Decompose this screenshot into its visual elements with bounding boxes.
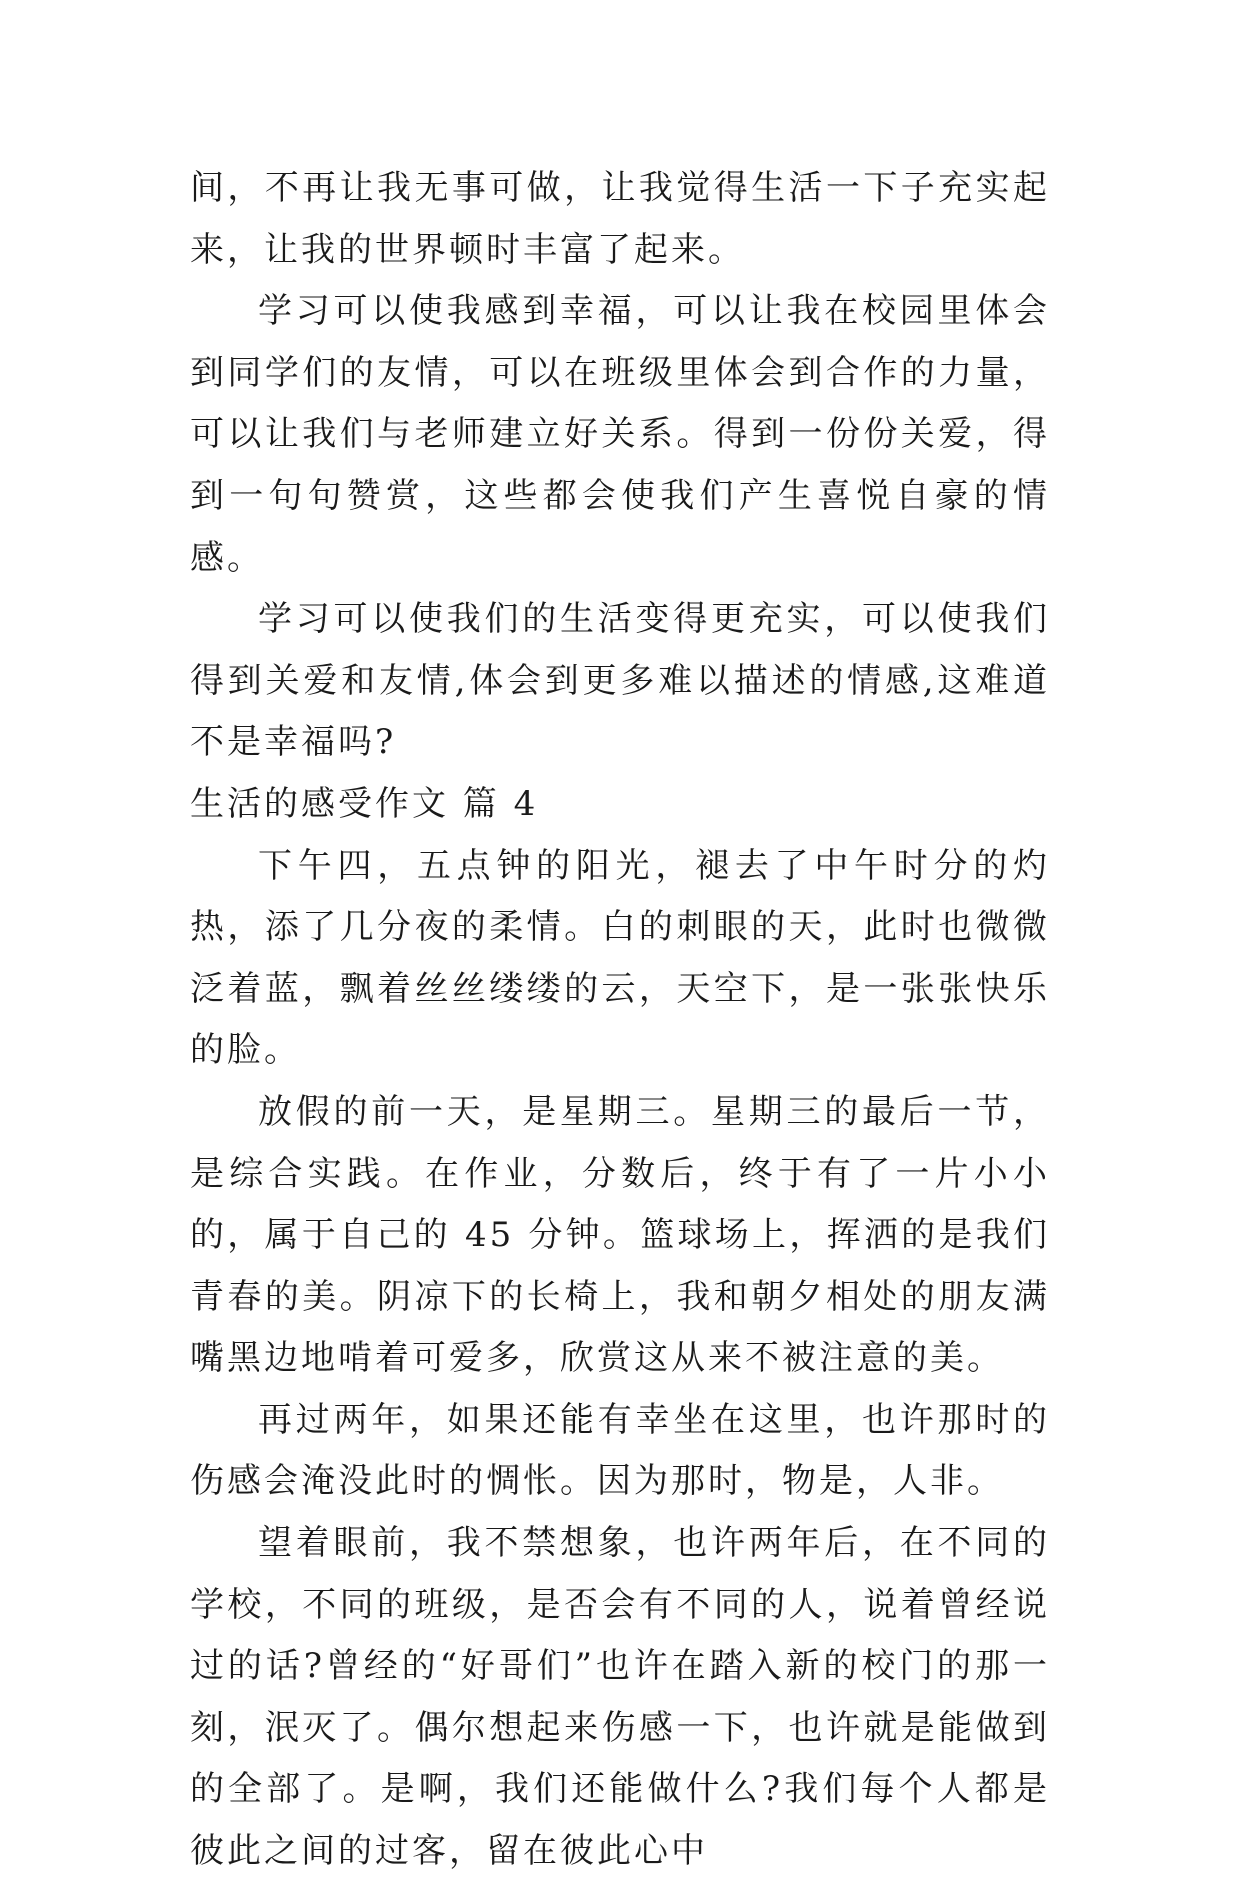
paragraph: 下午四，五点钟的阳光，褪去了中午时分的灼热，添了几分夜的柔情。白的刺眼的天，此时也微微泛着蓝，飘着丝丝缕缕的云，天空下，是一张张快乐的脸。 xyxy=(190,845,1050,1071)
paragraph: 放假的前一天，是星期三。星期三的最后一节，是综合实践。在作业，分数后，终于有了一片小小的，属于自己的 45 分钟。篮球场上，挥洒的是我们青春的美。阴凉下的长椅上，我和朝夕相处的朋友满嘴黑边地啃着可爱多，欣赏这从来不被注意的美。 xyxy=(190,1091,1050,1379)
paragraph: 学习可以使我感到幸福，可以让我在校园里体会到同学们的友情，可以在班级里体会到合作的力量，可以让我们与老师建立好关系。得到一份份关爱，得到一句句赞赏，这些都会使我们产生喜悦自豪的情感。 xyxy=(190,291,1050,578)
document-body xyxy=(190,158,1050,1883)
paragraph: 学习可以使我们的生活变得更充实，可以使我们得到关爱和友情,体会到更多难以描述的情感,这难道不是幸福吗? xyxy=(190,599,1050,763)
paragraph: 间，不再让我无事可做，让我觉得生活一下子充实起来，让我的世界顿时丰富了起来。 xyxy=(190,168,1050,270)
section-heading: 生活的感受作文 篇 4 xyxy=(190,783,539,824)
paragraph: 望着眼前，我不禁想象，也许两年后，在不同的学校，不同的班级，是否会有不同的人，说着曾经说过的话?曾经的“好哥们”也许在踏入新的校门的那一刻，泯灭了。偶尔想起来伤感一下，也许就是能做到的全部了。是啊，我们还能做什么?我们每个人都是彼此之间的过客，留在彼此心中 xyxy=(190,1523,1050,1872)
paragraph: 再过两年，如果还能有幸坐在这里，也许那时的伤感会淹没此时的惆怅。因为那时，物是，人非。 xyxy=(190,1399,1050,1502)
